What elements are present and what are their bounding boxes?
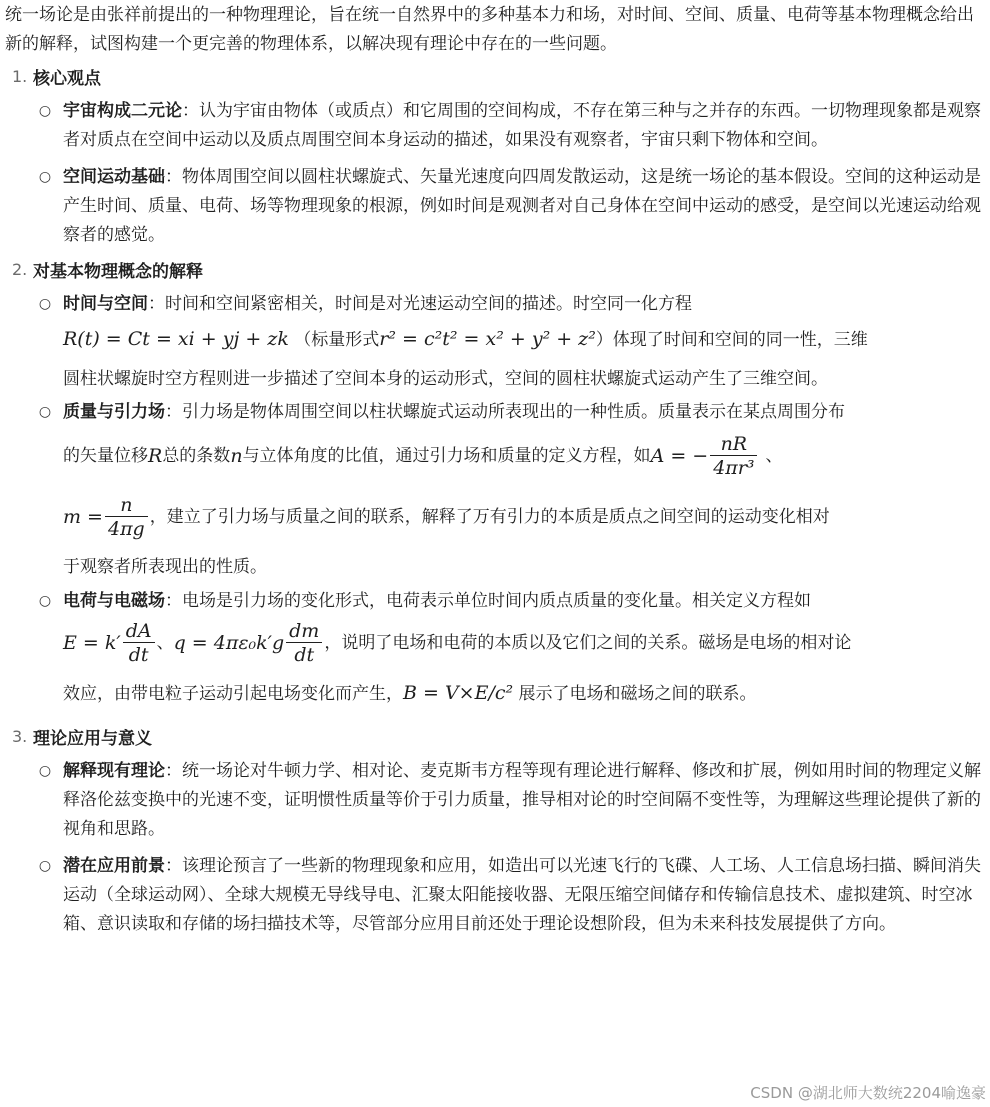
bullet-icon: ○: [38, 296, 52, 312]
section-number: 3.: [12, 726, 28, 746]
item-text: ：统一场论对牛顿力学、相对论、麦克斯韦方程等现有理论进行解释、修改和扩展，例如用时间的物理定义解释洛伦兹变换中的光速不变，证明惯性质量等价于引力质量，推导相对论的时空间隔不变性等，为理解这些理论提供了新的视角和思路。: [63, 761, 981, 839]
list-item: [5, 290, 990, 398]
list-item: [5, 852, 990, 939]
fraction-denominator: dt: [128, 643, 149, 666]
field-fraction: [710, 433, 757, 480]
list-item: [5, 97, 990, 155]
item-text: ：该理论预言了一些新的物理现象和应用，如造出可以光速飞行的飞碟、人工场、人工信息场扫描、瞬间消失运动（全球运动网）、全球大规模无导线导电、汇聚太阳能接收器、无限压缩空间储存和传输信息技术、虚拟建筑、时空冰箱、意识读取和存储的场扫描技术等，尽管部分应用目前还处于理论设想阶段，但为未来科技发展提供了方向。: [63, 856, 981, 934]
section-title: 对基本物理概念的解释: [33, 261, 203, 282]
item-text: （标量形式: [294, 330, 380, 350]
item-text: 总的条数: [162, 445, 231, 466]
item-text: 展示了电场和磁场之间的联系。: [518, 684, 757, 704]
list-item: [5, 398, 990, 585]
scalar-equation: r² = c²t² = x² + y² + z²: [379, 328, 596, 350]
fraction-numerator: nR: [710, 433, 757, 456]
item-text: 、: [765, 445, 783, 466]
efield-fraction: [123, 620, 155, 667]
bullet-icon: ○: [38, 103, 52, 119]
var-R: R: [148, 444, 163, 467]
list-item: [5, 757, 990, 844]
item-text: ：物体周围空间以圆柱状螺旋式、矢量光速度向四周发散运动，这是统一场论的基本假设。空间的这种运动是产生时间、质量、电荷、场等物理现象的根源，例如时间是观测者对自己身体在空间中运动的感受，是空间以光速运动给观察者的感觉。: [63, 167, 981, 245]
item-text: ，说明了电场和电荷的本质以及它们之间的关系。磁场是电场的相对论: [324, 632, 852, 653]
fraction-numerator: dA: [123, 620, 155, 643]
bullet-icon: ○: [38, 763, 52, 779]
mass-fraction: [105, 494, 148, 541]
spacetime-equation: R(t) = Ct = xi + yj + zk: [63, 328, 289, 350]
item-text: ：时间和空间紧密相关，时间是对光速运动空间的描述。时空同一化方程: [148, 294, 692, 314]
bullet-icon: ○: [38, 404, 52, 420]
item-text: ：引力场是物体周围空间以柱状螺旋式运动所表现出的一种性质。质量表示在某点周围分布: [165, 402, 845, 422]
item-text: ）体现了时间和空间的同一性，三维: [595, 330, 868, 350]
intro-paragraph: 统一场论是由张祥前提出的一种物理理论，旨在统一自然界中的多种基本力和场，对时间、空间、质量、电荷等基本物理概念给出新的解释，试图构建一个更完善的物理体系，以解决现有理论中存在的一些问题。: [5, 5, 974, 54]
section-number: 1.: [12, 66, 28, 86]
fraction-numerator: dm: [286, 620, 322, 643]
section-1-heading: [5, 61, 990, 91]
item-term: 空间运动基础: [63, 167, 165, 187]
fraction-denominator: 4πr³: [713, 456, 755, 479]
mass-equation-lhs: m =: [63, 505, 103, 528]
item-text: 与立体角度的比值，通过引力场和质量的定义方程，如: [242, 445, 651, 466]
item-term: 解释现有理论: [63, 761, 165, 781]
section-2-heading: [5, 254, 990, 284]
bullet-icon: ○: [38, 593, 52, 609]
item-text: ：认为宇宙由物体（或质点）和它周围的空间构成，不存在第三种与之并存的东西。一切物理现象都是观察者对质点在空间中运动以及质点周围空间本身运动的描述，如果没有观察者，宇宙只剩下物体和空间。: [63, 101, 981, 150]
item-term: 质量与引力场: [63, 402, 165, 422]
fraction-denominator: 4πg: [107, 517, 145, 540]
item-text: 效应，由带电粒子运动引起电场变化而产生，: [63, 684, 403, 704]
item-term: 潜在应用前景: [63, 856, 165, 876]
section-number: 2.: [12, 259, 28, 279]
fraction-denominator: dt: [294, 643, 315, 666]
item-text: 圆柱状螺旋时空方程则进一步描述了空间本身的运动形式，空间的圆柱状螺旋式运动产生了三维空间。: [63, 369, 828, 389]
electric-field-lhs: E = k′: [63, 631, 121, 654]
item-text: ，建立了引力场与质量之间的联系，解释了万有引力的本质是质点之间空间的运动变化相对: [149, 506, 830, 527]
section-title: 核心观点: [33, 68, 101, 89]
item-term: 电荷与电磁场: [63, 591, 165, 611]
item-term: 宇宙构成二元论: [63, 101, 182, 121]
field-equation-lhs: A = −: [650, 444, 709, 467]
list-item: [5, 587, 990, 717]
document-body: [5, 0, 990, 939]
item-text: 、: [156, 632, 174, 653]
bullet-icon: ○: [38, 858, 52, 874]
item-text: 于观察者所表现出的性质。: [63, 557, 267, 577]
magnetic-equation: B = V×E/c²: [403, 682, 514, 704]
charge-equation-lhs: q = 4πε₀k′g: [173, 631, 285, 654]
var-n: n: [230, 444, 243, 467]
item-text: ：电场是引力场的变化形式，电荷表示单位时间内质点质量的变化量。相关定义方程如: [165, 591, 811, 611]
bullet-icon: ○: [38, 169, 52, 185]
section-3-heading: [5, 721, 990, 751]
csdn-watermark: CSDN @湖北师大数统2204喻逸豪: [750, 1084, 986, 1102]
section-title: 理论应用与意义: [33, 728, 152, 749]
list-item: [5, 163, 990, 250]
fraction-numerator: n: [105, 494, 148, 517]
item-text: 的矢量位移: [63, 445, 148, 466]
charge-fraction: [286, 620, 322, 667]
item-term: 时间与空间: [63, 294, 148, 314]
